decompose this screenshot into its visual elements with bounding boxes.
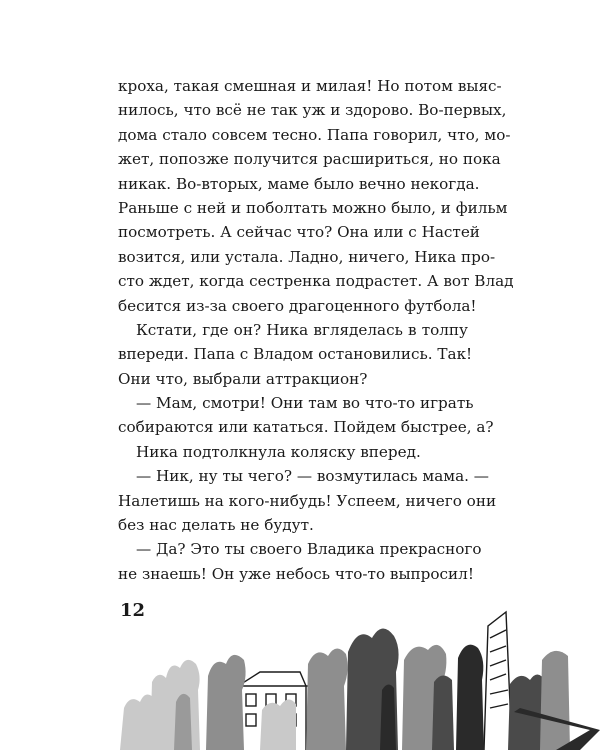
text-line: не знаешь! Он уже небось что-то выпросил! — [118, 564, 474, 583]
text-line: нилось, что всё не так уж и здорово. Во-первых, — [118, 101, 507, 120]
city-trees-illustration — [110, 590, 600, 750]
text-line: без нас делать не будут. — [118, 516, 314, 535]
text-line: жет, попозже получится расшириться, но пока — [118, 150, 501, 169]
text-line: Кстати, где он? Ника вгляделась в толпу — [136, 320, 468, 339]
text-line: дома стало совсем тесно. Папа говорил, что, мо- — [118, 125, 511, 144]
text-line: — Ник, ну ты чего? — возмутилась мама. — — [136, 467, 489, 486]
text-line: Налетишь на кого-нибудь! Успеем, ничего они — [118, 491, 497, 510]
text-line: Раньше с ней и поболтать можно было, и фильм — [118, 198, 508, 217]
dark-tree-wash-center — [346, 628, 454, 750]
text-line: впереди. Папа с Владом остановились. Так! — [118, 345, 473, 364]
text-line: посмотреть. А сейчас что? Она или с Настей — [118, 223, 480, 242]
text-line: Они что, выбрали аттракцион? — [118, 369, 368, 388]
text-line: собираются или кататься. Пойдем быстрее, а? — [118, 418, 494, 437]
body-text — [118, 74, 514, 586]
mid-tree-wash — [206, 648, 348, 750]
page-number: 12 — [120, 600, 146, 621]
text-line: бесится из-за своего драгоценного футбола! — [118, 296, 477, 315]
text-line: Ника подтолкнула коляску вперед. — [136, 442, 421, 461]
tall-building-outline — [484, 612, 512, 750]
text-line: — Да? Это ты своего Владика прекрасного — [136, 540, 482, 559]
dark-tree-wash-right — [456, 645, 570, 750]
text-line: возится, или устала. Ладно, ничего, Ника про- — [118, 247, 496, 266]
text-line: кроха, такая смешная и милая! Но потом выяс- — [118, 77, 502, 95]
light-tree-wash-left — [120, 660, 200, 750]
text-line: — Мам, смотри! Они там во что-то играть — [136, 394, 474, 413]
text-line: сто ждет, когда сестренка подрастет. А вот Влад — [118, 272, 514, 291]
text-line: никак. Во-вторых, маме было вечно некогда. — [118, 174, 480, 193]
